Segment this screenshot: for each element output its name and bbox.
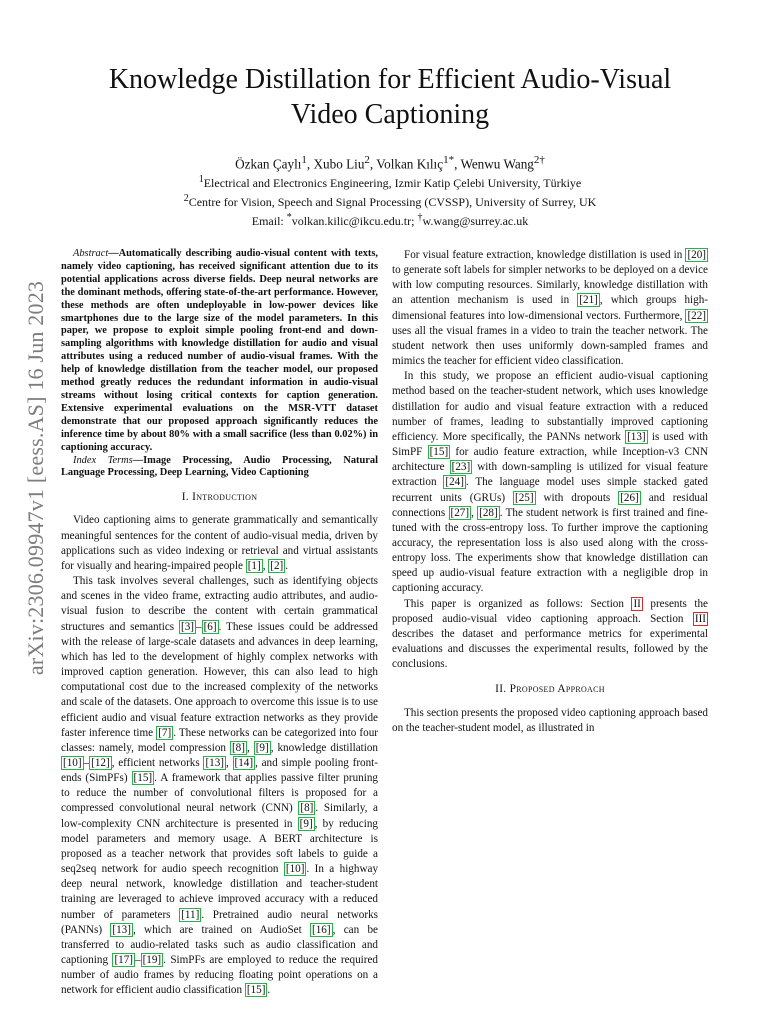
citation-link[interactable]: [11] [181, 908, 200, 921]
text-run: . Pretrained audio neural networks (PANNs) [61, 908, 378, 936]
affiliation-2-text: Centre for Vision, Speech and Signal Processing (CVSSP), University of Surrey, UK [188, 195, 597, 210]
citation-link[interactable]: [1] [247, 559, 261, 572]
citation-link[interactable]: [9] [299, 817, 313, 830]
citation-link[interactable]: [10] [63, 756, 82, 769]
text-run: , knowledge distillation [270, 741, 378, 754]
text-run: This paper is organized as follows: Section [404, 597, 632, 610]
author-2: Xubo Liu [313, 156, 365, 172]
index-terms-text: —Image Processing, Audio Processing, Natural Language Processing, Deep Learning, Video Captioning [61, 454, 378, 479]
affiliation-1-sup: 1 [198, 174, 204, 186]
citation-link[interactable]: [10] [285, 863, 305, 876]
citation-link[interactable]: [26] [620, 491, 639, 504]
author-4: Wenwu Wang [460, 156, 534, 172]
text-run: , [471, 506, 478, 519]
author-4-sup: 2† [533, 154, 545, 166]
citation-link[interactable]: [6] [203, 620, 217, 633]
citation-link[interactable]: [8] [300, 802, 314, 815]
citation-link[interactable]: [3] [181, 620, 194, 633]
citation-link[interactable]: [15] [429, 446, 449, 459]
arxiv-identifier [18, 268, 54, 688]
affiliation-1-text: Electrical and Electronics Engineering, Izmir Katip Çelebi University, Türkiye [203, 176, 582, 191]
text-run: . [267, 984, 271, 997]
citation-link[interactable]: [17] [114, 954, 133, 966]
citation-link[interactable]: [24] [445, 476, 464, 489]
intro-paragraph-1 [61, 513, 378, 574]
text-run: , which groups high-dimensional features into low-dimensional vectors. Furthermore, [392, 294, 708, 322]
text-run: . Similarly, a low-complexity CNN architecture is presented in [61, 802, 378, 830]
citation-link[interactable]: [15] [246, 984, 266, 997]
author-3-sup: 1* [443, 154, 455, 166]
email-line [60, 210, 720, 229]
text-run: , [246, 741, 254, 754]
section-reference-link[interactable]: III [694, 612, 706, 625]
citation-link[interactable]: [27] [450, 506, 470, 519]
email-2[interactable]: w.wang@surrey.ac.uk [422, 214, 529, 229]
text-run: with dropouts [535, 491, 619, 504]
text-run: For visual feature extraction, knowledge distillation is used in [404, 249, 686, 261]
author-3: Volkan Kılıç [376, 156, 444, 172]
text-run: , and simple pooling front-ends (SimPFs) [61, 756, 378, 785]
citation-link[interactable]: [8] [231, 741, 245, 754]
affiliation-2-sup: 2 [183, 193, 189, 205]
text-run: for audio feature extraction, while Inception-v3 CNN architecture [392, 446, 708, 474]
text-run: This section presents the proposed video captioning approach based on the teacher-student model, as illustrated in [392, 706, 708, 734]
text-run: describes the dataset and performance metrics for experimental evaluations and discusses the experimental results, followed by the conclusions. [392, 627, 708, 671]
section-heading-introduction [61, 490, 378, 505]
affiliation-2 [60, 191, 720, 210]
author-2-sup: 2 [364, 154, 370, 166]
text-run: , which are trained on AudioSet [132, 923, 311, 936]
citation-link[interactable]: [15] [133, 772, 153, 785]
citation-link[interactable]: [22] [687, 309, 706, 322]
text-run: , [226, 756, 233, 769]
text-run: – [196, 620, 202, 633]
citation-link[interactable]: [7] [158, 726, 172, 739]
text-run: presents the proposed audio-visual video captioning approach. Section [392, 597, 709, 625]
section-heading-proposed-approach [392, 682, 708, 697]
email-label: Email: [251, 214, 287, 229]
paper-header [60, 62, 720, 229]
citation-link[interactable]: [23] [451, 461, 471, 474]
text-run: . These networks can be categorized into four classes: namely, model compression [61, 726, 378, 754]
citation-link[interactable]: [21] [579, 294, 598, 307]
left-column [61, 248, 378, 998]
approach-paragraph-1 [392, 706, 708, 736]
text-run: , efficient networks [111, 756, 204, 769]
citation-link[interactable]: [28] [479, 506, 498, 519]
text-run: , [262, 559, 269, 572]
section-1-number: I. [181, 491, 193, 504]
text-run: . The language model uses simple stacked gated recurrent units (GRUs) [392, 476, 708, 504]
intro-paragraph-3 [392, 248, 708, 369]
index-terms [61, 455, 378, 481]
author-1-sup: 1 [301, 154, 307, 166]
section-2-name: Proposed Approach [509, 683, 605, 696]
email-2-sup: † [417, 212, 423, 224]
abstract [61, 248, 378, 455]
citation-link[interactable]: [2] [270, 559, 284, 572]
section-1-name: Introduction [192, 491, 258, 504]
citation-link[interactable]: [20] [687, 249, 706, 261]
citation-link[interactable]: [25] [515, 491, 534, 504]
text-run: In this study, we propose an efficient audio-visual captioning method based on the teacher-student network, which uses knowledge distillation for audio and visual feature extraction with a reduced number of frames, leading to substantially improved captioning efficiency. More specifically, the PANNs network [392, 370, 708, 443]
affiliation-1 [60, 172, 720, 191]
intro-paragraph-2 [61, 574, 378, 998]
right-column [392, 248, 708, 736]
text-run: Video captioning aims to generate grammatically and semantically meaningful sentences for the content of audio-visual media, driven by applications such as video indexing or retrieval and virtual assistants for visually and hearing-impaired people [61, 514, 378, 572]
arxiv-id-text: arXiv:2306.09947v1 [eess.AS] 16 Jun 2023 [23, 280, 49, 676]
text-run: . [285, 559, 289, 572]
citation-link[interactable]: [16] [312, 923, 331, 936]
text-run: This task involves several challenges, such as identifying objects and scenes in the video frame, extracting audio attributes, and audio-visual fusion to describe the content with certain grammatical structures and semantics [61, 575, 378, 633]
text-run: – [135, 954, 141, 966]
text-run: – [83, 756, 90, 769]
abstract-text: —Automatically describing audio-visual content with texts, namely video captioning, has received significant attention due to its potential applications across diverse fields. Deep neural networks are the dominant methods, offering state-of-the-art performance. However, these methods are often undeployable in low-power devices like smartphones due to the large size of the model parameters. In this paper, we propose to exploit simple pooling front-end and down-sampling algorithms with knowledge distillation for audio and visual attributes using a reduced number of audio-visual frames. With the help of knowledge distillation from the teacher model, our proposed method greatly reduces the redundant information in audio-visual streams without losing critical contexts for caption generation. Extensive experimental evaluations on the MSR-VTT dataset demonstrate that our proposed approach significantly reduces the inference time by about 80% with a small sacrifice (less than 0.02%) in captioning accuracy. [61, 248, 378, 453]
section-2-number: II. [495, 683, 510, 696]
title-line-2: Video Captioning [290, 99, 490, 130]
index-terms-label: Index Terms [73, 454, 133, 466]
title-line-1: Knowledge Distillation for Efficient Audio-Visual [108, 64, 672, 95]
email-1-sup: * [286, 212, 292, 224]
text-run: with down-sampling is utilized for visual feature extraction [392, 461, 708, 489]
citation-link[interactable]: [13] [112, 923, 131, 936]
citation-link[interactable]: [9] [255, 741, 269, 754]
citation-link[interactable]: [12] [91, 756, 110, 769]
section-reference-link[interactable]: II [633, 597, 641, 610]
abstract-label: Abstract [73, 248, 109, 259]
citation-link[interactable]: [19] [142, 954, 162, 966]
author-1: Özkan Çaylı [235, 156, 302, 172]
text-run: . SimPFs are employed to reduce the required number of audio frames by reducing floating point operations on a network for efficient audio classification [61, 954, 379, 997]
citation-link[interactable]: [14] [234, 756, 254, 769]
email-1[interactable]: volkan.kilic@ikcu.edu.tr; [291, 214, 418, 229]
text-run: to generate soft labels for simpler networks to be deployed on a device with low computing resources. Similarly, knowledge distillation with an attention mechanism is used in [392, 264, 708, 307]
text-run: . A framework that applies passive filter pruning to reduce the number of convolutional filters is proposed for a compressed convolutional neural network (CNN) [61, 772, 378, 815]
text-run: . These issues could be addressed with the release of large-scale datasets and advances in deep learning, which has led to the development of highly complex networks with improved caption generation. However, this can also lead to high computational cost due to the increased complexity of the networks and scale of the datasets. One approach to overcome this issue is to use efficient audio and visual feature extraction networks as they provide faster inference time [61, 620, 379, 739]
intro-paragraph-4 [392, 369, 708, 596]
author-list: Özkan Çaylı$^1$, Xubo Liu$^2$, Volkan Kılıç$^{1*}$, Wenwu Wang$^{2\dagger}$ [235, 154, 545, 172]
intro-paragraph-5 [392, 597, 708, 673]
paper-title [60, 62, 720, 132]
citation-link[interactable]: [13] [205, 756, 224, 769]
text-run: . In a highway deep neural network, knowledge distillation and teacher-student training are leveraged to achieve improved accuracy with a reduced number of parameters [61, 863, 379, 921]
text-run: . The student network is first trained and fine-tuned with the cross-entropy loss. To further improve the captioning accuracy, the representation loss is also used along with the cross-entropy loss. The experiments show that knowledge distillation can speed up audio-visual feature extraction with a negligible drop in captioning accuracy. [392, 506, 708, 595]
text-run: and residual connections [392, 491, 709, 519]
text-run: , by reducing model parameters and memory usage. A BERT architecture is proposed as a teacher network that provides soft labels to guide a seq2seq network for audio speech recognition [61, 817, 378, 876]
text-run: is used with SimPF [392, 430, 708, 459]
text-run: , can be transferred to audio-related tasks such as audio classification and captioning [61, 923, 378, 966]
citation-link[interactable]: [13] [627, 430, 646, 443]
text-run: uses all the visual frames in a video to train the teacher network. The student network then uses uniformly down-sampled frames and mimics the teacher for efficient video classification. [392, 324, 708, 368]
